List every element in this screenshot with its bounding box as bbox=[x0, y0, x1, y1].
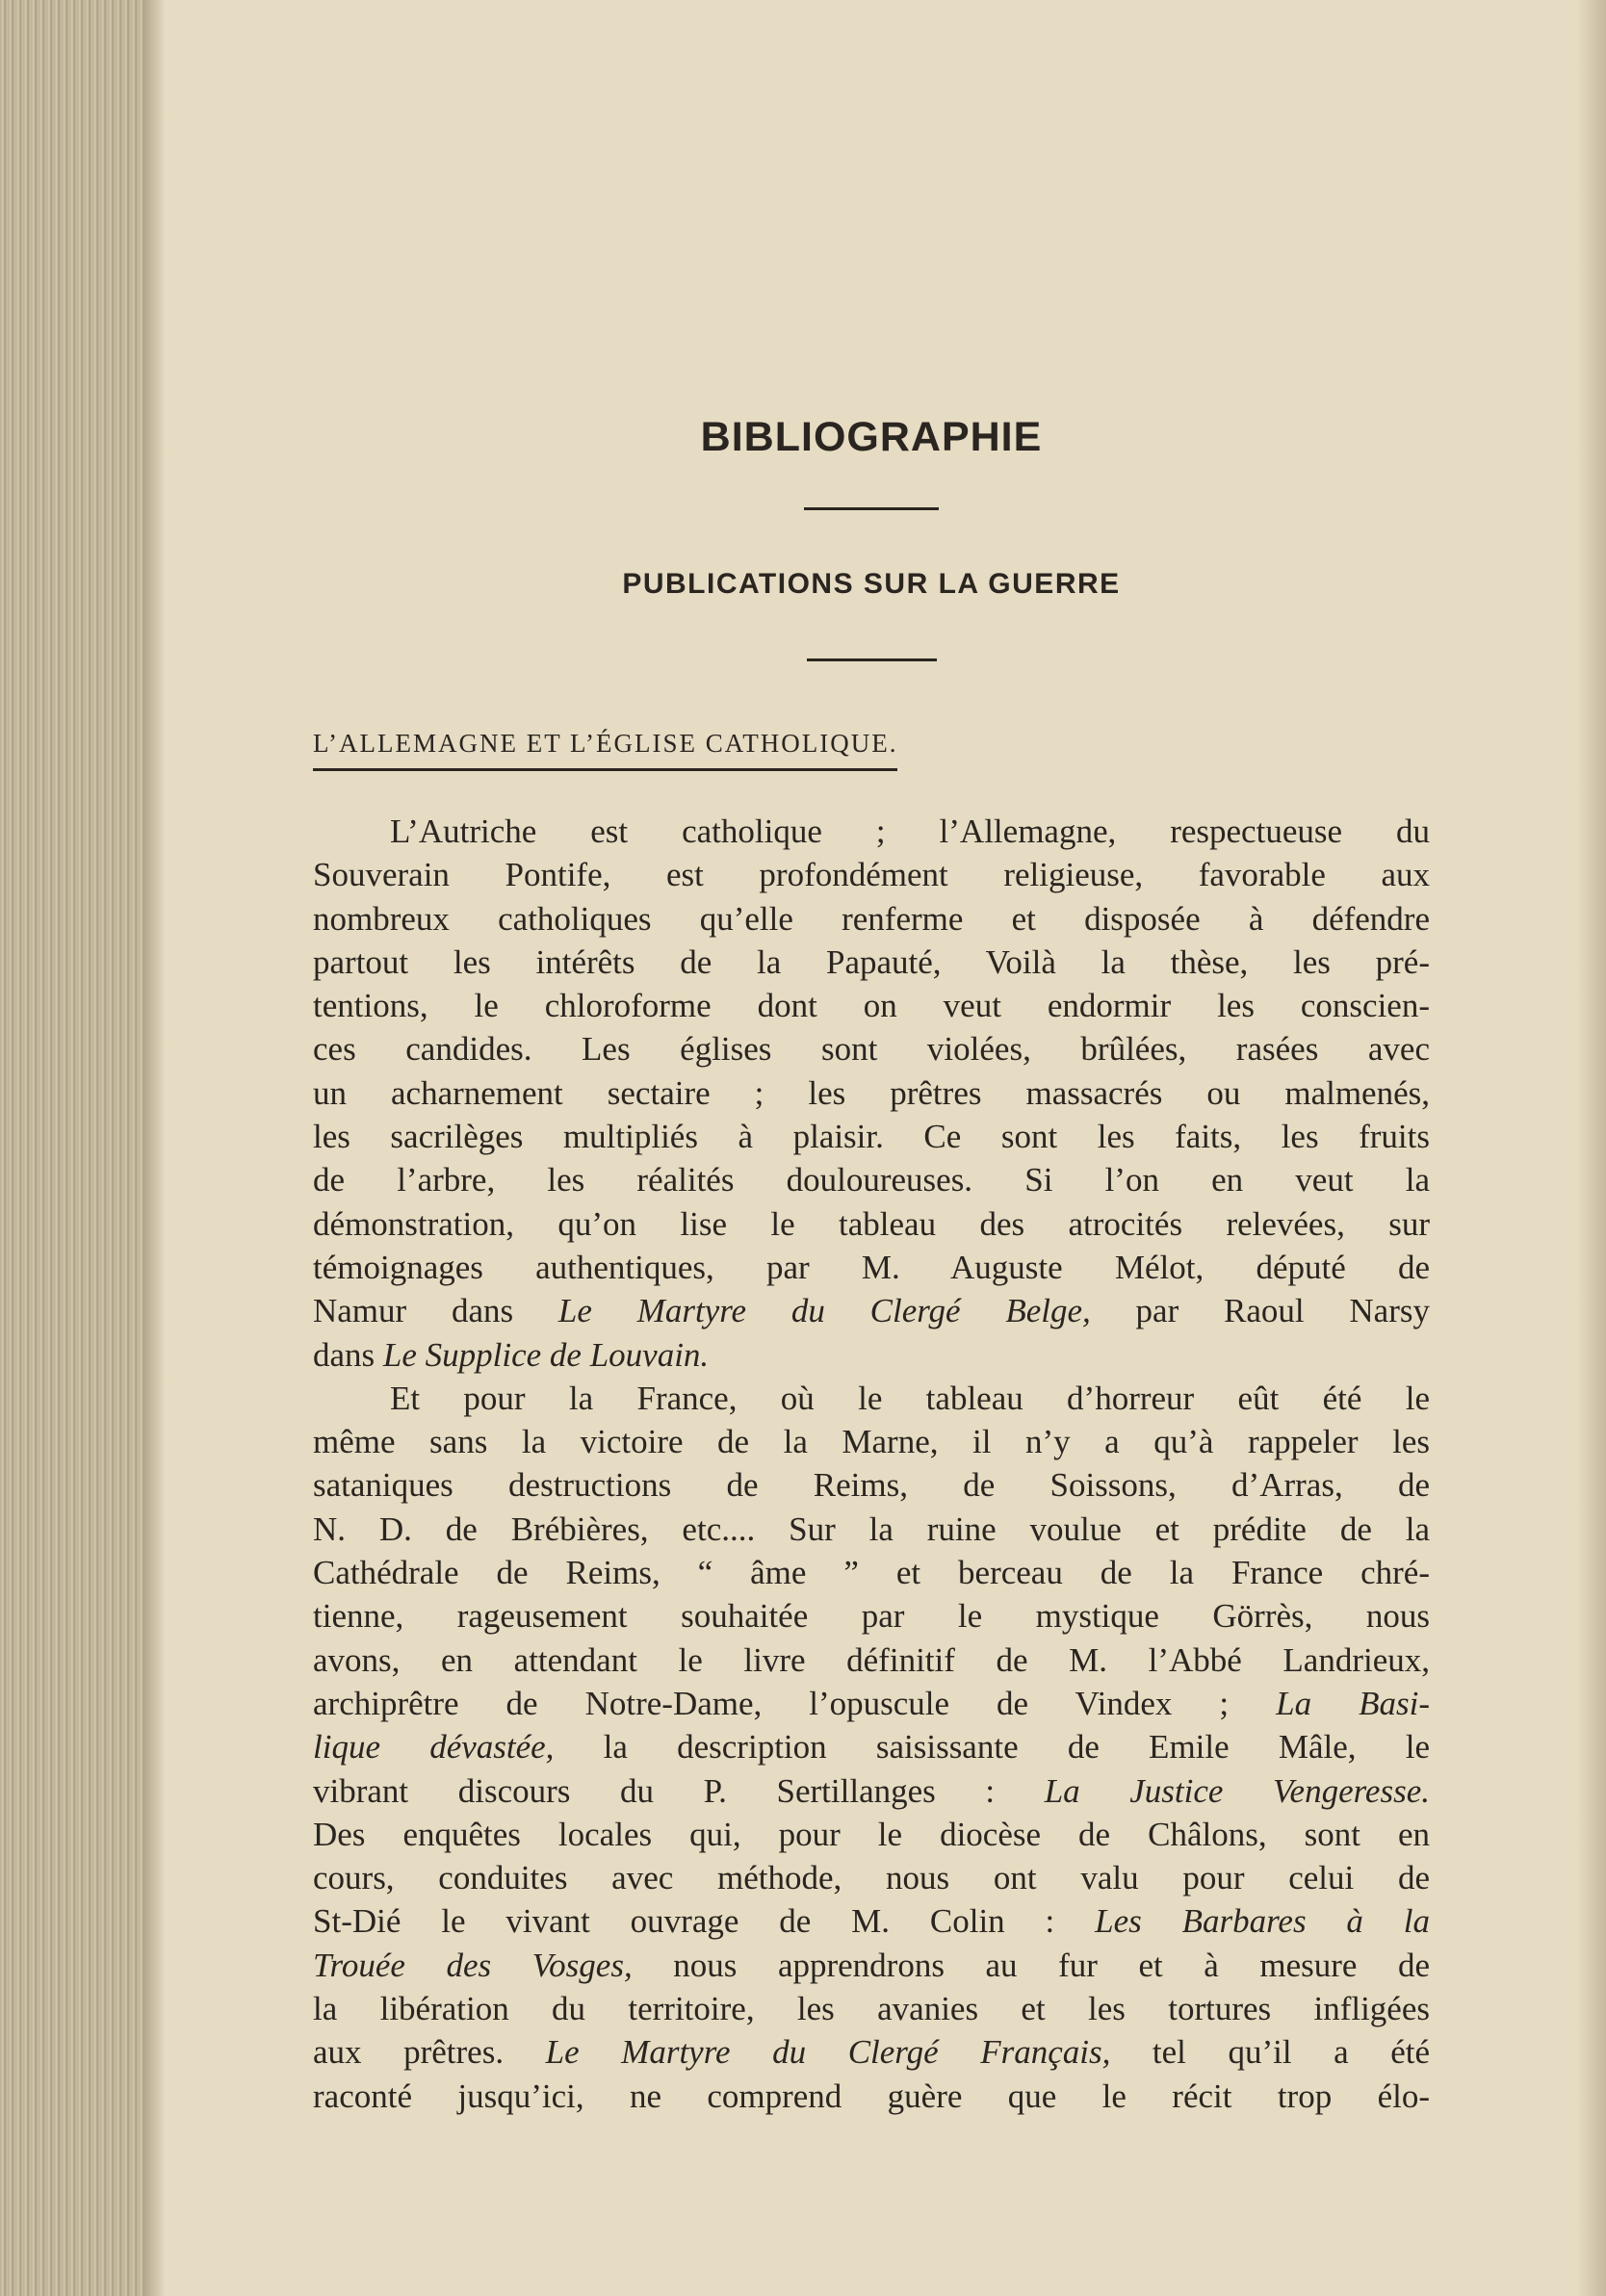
text-line: cours, conduites avec méthode, nous ont valu pour celui de bbox=[313, 1859, 1430, 1897]
book-title: lique dévastée, bbox=[313, 1728, 555, 1767]
book-title: Le Martyre du Clergé Français, bbox=[545, 2033, 1111, 2072]
page-content bbox=[313, 395, 1430, 2118]
page-edge bbox=[0, 0, 144, 2296]
page-title: BIBLIOGRAPHIE bbox=[700, 414, 1043, 460]
text-line: Souverain Pontife, est profondément religieuse, favorable aux bbox=[313, 856, 1430, 894]
title-rule bbox=[804, 507, 939, 510]
text-line: partout les intérêts de la Papauté, Voilà la thèse, les pré- bbox=[313, 942, 1430, 981]
article-heading: L’ALLEMAGNE ET L’ÉGLISE CATHOLIQUE. bbox=[313, 729, 897, 771]
text-line: la libération du territoire, les avanies et les tortures infligées bbox=[313, 1990, 1430, 2028]
text-line: tentions, le chloroforme dont on veut endormir les conscien- bbox=[313, 987, 1430, 1025]
text-line: L’Autriche est catholique ; l’Allemagne, respectueuse du bbox=[390, 813, 1430, 850]
book-title: La Basi- bbox=[1276, 1684, 1430, 1722]
text-run: dans bbox=[313, 1335, 383, 1374]
book-title: Trouée des Vosges, bbox=[313, 1946, 633, 1984]
book-title: Les Barbares à la bbox=[1095, 1902, 1430, 1941]
text-line: Cathédrale de Reims, “ âme ” et berceau de la France chré- bbox=[313, 1554, 1430, 1592]
paragraph-2 bbox=[313, 1377, 1430, 2118]
text-line: nombreux catholiques qu’elle renferme et disposée à défendre bbox=[313, 899, 1430, 938]
text-line bbox=[313, 1769, 1430, 1813]
text-run: par Raoul Narsy bbox=[1090, 1292, 1430, 1330]
text-line: N. D. de Brébières, etc.... Sur la ruine voulue et prédite de la bbox=[313, 1509, 1430, 1548]
book-title: La Justice Vengeresse. bbox=[1044, 1771, 1430, 1810]
section-subtitle: PUBLICATIONS SUR LA GUERRE bbox=[622, 568, 1121, 600]
text-line: avons, en attendant le livre définitif de M. l’Abbé Landrieux, bbox=[313, 1640, 1430, 1679]
text-line: de l’arbre, les réalités douloureuses. Si l’on en veut la bbox=[313, 1161, 1430, 1200]
text-line: raconté jusqu’ici, ne comprend guère que le récit trop élo- bbox=[313, 2077, 1430, 2115]
text-line: un acharnement sectaire ; les prêtres massacrés ou malmenés, bbox=[313, 1073, 1430, 1112]
text-line: Et pour la France, où le tableau d’horreur eût été le bbox=[390, 1379, 1430, 1417]
text-line bbox=[313, 1725, 1430, 1768]
paragraph-1 bbox=[313, 810, 1430, 1377]
text-line: même sans la victoire de la Marne, il n’y a qu’à rappeler les bbox=[313, 1423, 1430, 1461]
text-run: la description saisissante de Emile Mâle, le bbox=[554, 1728, 1430, 1767]
subtitle-rule bbox=[807, 658, 937, 661]
text-run: tel qu’il a été bbox=[1110, 2033, 1430, 2072]
text-line: témoignages authentiques, par M. Auguste Mélot, député de bbox=[313, 1248, 1430, 1286]
text-run: St-Dié le vivant ouvrage de M. Colin : bbox=[313, 1902, 1096, 1941]
text-line: sataniques destructions de Reims, de Soissons, d’Arras, de bbox=[313, 1466, 1430, 1505]
text-line: tienne, rageusement souhaitée par le mystique Görrès, nous bbox=[313, 1597, 1430, 1636]
text-line: Des enquêtes locales qui, pour le diocèse de Châlons, sont en bbox=[313, 1815, 1430, 1853]
text-line bbox=[313, 1899, 1430, 1943]
text-line bbox=[313, 1333, 1430, 1377]
text-line bbox=[313, 1944, 1430, 1987]
book-gutter bbox=[1577, 0, 1606, 2296]
book-title: Le Supplice de Louvain. bbox=[382, 1335, 710, 1374]
text-run: aux prêtres. bbox=[313, 2033, 546, 2072]
text-run: vibrant discours du P. Sertillanges : bbox=[313, 1771, 1045, 1810]
text-run: nous apprendrons au fur et à mesure de bbox=[632, 1946, 1430, 1984]
text-run: archiprêtre de Notre-Dame, l’opuscule de Vindex ; bbox=[313, 1684, 1277, 1722]
text-line bbox=[313, 1682, 1430, 1725]
book-title: Le Martyre du Clergé Belge, bbox=[557, 1292, 1091, 1330]
text-line: démonstration, qu’on lise le tableau des atrocités relevées, sur bbox=[313, 1204, 1430, 1243]
text-line bbox=[313, 1289, 1430, 1332]
text-line: les sacrilèges multipliés à plaisir. Ce sont les faits, les fruits bbox=[313, 1118, 1430, 1156]
article-body bbox=[313, 810, 1430, 2118]
text-run: Namur dans bbox=[313, 1292, 558, 1330]
page-edge-shadow bbox=[144, 0, 166, 2296]
text-line bbox=[313, 2030, 1430, 2074]
text-line: ces candides. Les églises sont violées, brûlées, rasées avec bbox=[313, 1030, 1430, 1069]
